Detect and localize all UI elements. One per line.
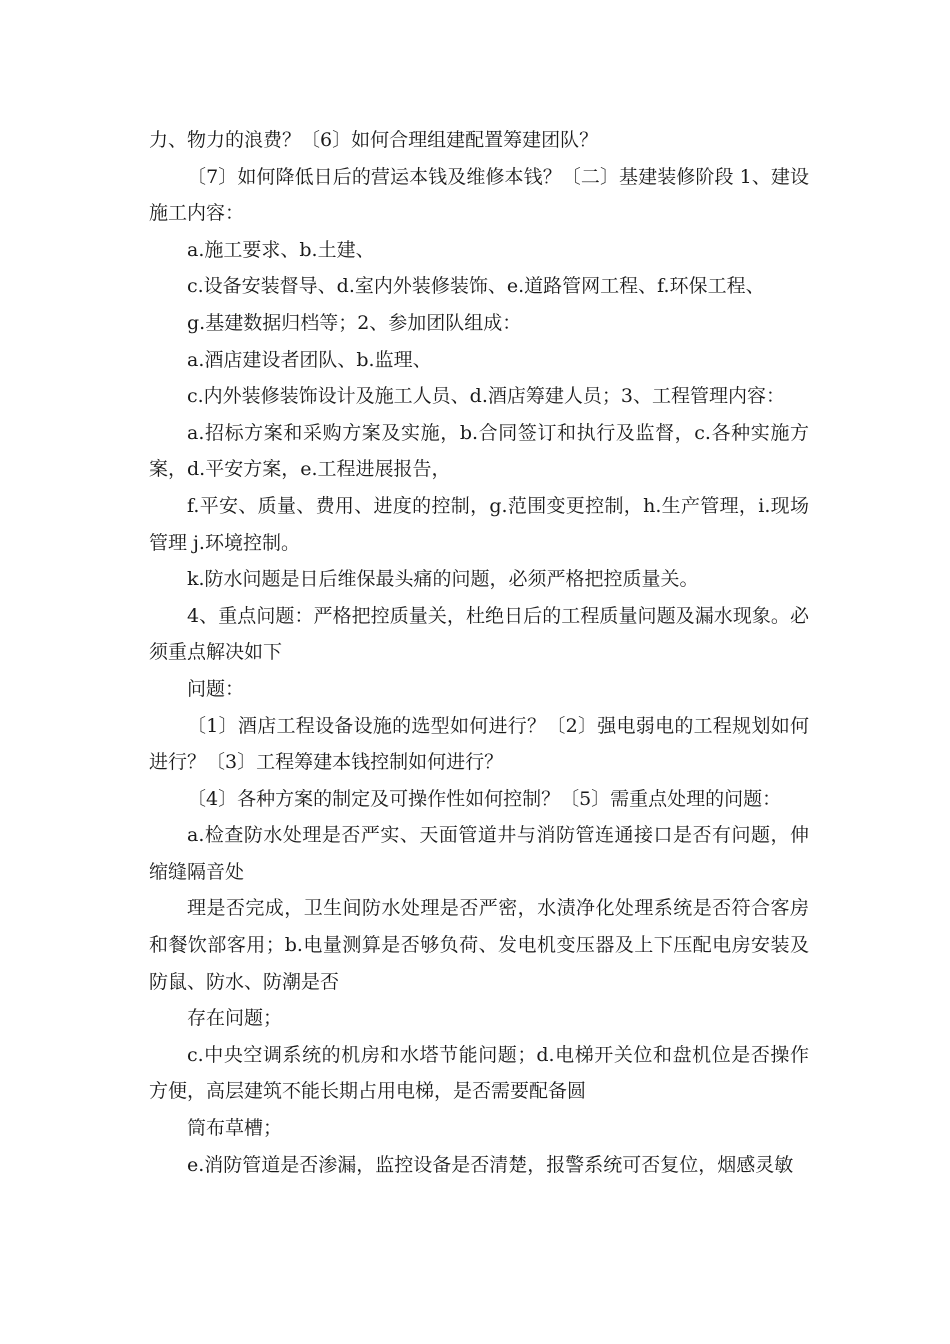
- paragraph: 理是否完成，卫生间防水处理是否严密，水渍净化处理系统是否符合客房和餐饮部客用；b.电量测算是否够负荷、发电机变压器及上下压配电房安装及防鼠、防水、防潮是否: [149, 897, 809, 993]
- paragraph: 〔1〕酒店工程设备设施的选型如何进行？〔2〕强电弱电的工程规划如何进行？〔3〕工程筹建本钱控制如何进行？: [149, 714, 809, 774]
- document-body: [149, 122, 809, 1183]
- paragraph: c.设备安装督导、d.室内外装修装饰、e.道路管网工程、f.环保工程、: [187, 275, 765, 298]
- paragraph: f.平安、质量、费用、进度的控制，g.范围变更控制，h.生产管理，i.现场管理 j.环境控制。: [149, 494, 809, 554]
- paragraph: 〔7〕如何降低日后的营运本钱及维修本钱？〔二〕基建装修阶段 1、建设施工内容：: [149, 165, 809, 225]
- paragraph: 筒布草槽；: [187, 1117, 283, 1140]
- paragraph: 问题：: [187, 677, 245, 700]
- paragraph: a.施工要求、b.土建、: [187, 238, 375, 261]
- paragraph: 存在问题；: [187, 1007, 283, 1030]
- paragraph: 〔4〕各种方案的制定及可操作性如何控制？〔5〕需重点处理的问题：: [187, 787, 782, 810]
- paragraph: 4、重点问题：严格把控质量关，杜绝日后的工程质量问题及漏水现象。必须重点解决如下: [149, 604, 809, 664]
- paragraph: a.检查防水处理是否严实、天面管道井与消防管连通接口是否有问题，伸缩缝隔音处: [149, 824, 809, 883]
- paragraph: a.酒店建设者团队、b.监理、: [187, 348, 432, 371]
- paragraph: c.内外装修装饰设计及施工人员、d.酒店筹建人员；3、工程管理内容：: [187, 385, 785, 408]
- paragraph: g.基建数据归档等；2、参加团队组成：: [187, 311, 522, 334]
- paragraph: c.中央空调系统的机房和水塔节能问题；d.电梯开关位和盘机位是否操作方便，高层建筑不能长期占用电梯，是否需要配备圆: [149, 1043, 809, 1103]
- paragraph: a.招标方案和采购方案及实施，b.合同签订和执行及监督，c.各种实施方案，d.平安方案，e.工程进展报告，: [149, 421, 809, 481]
- paragraph: k.防水问题是日后维保最头痛的问题，必须严格把控质量关。: [187, 568, 699, 591]
- paragraph: e.消防管道是否渗漏，监控设备是否清楚，报警系统可否复位，烟感灵敏: [187, 1153, 794, 1176]
- paragraph: 力、物力的浪费？〔6〕如何合理组建配置筹建团队？: [149, 129, 599, 151]
